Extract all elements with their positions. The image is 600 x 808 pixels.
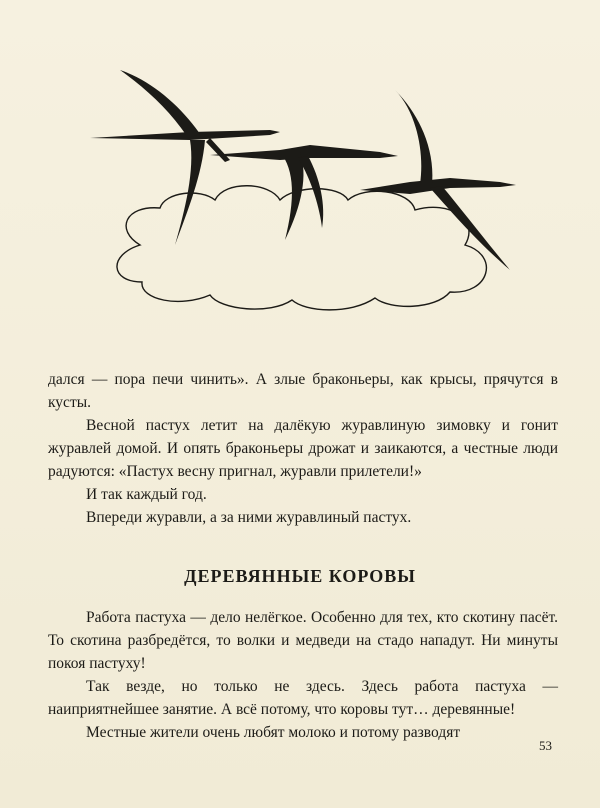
page-number: 53: [539, 738, 552, 753]
paragraph: Впереди журавли, а за ними журавлиный пастух.: [86, 509, 412, 526]
paragraph: Местные жители очень любят молоко и потому разводят: [86, 724, 461, 741]
paragraph: Работа пастуха — дело нелёгкое. Особенно для тех, кто скотину пасёт. То скотина разбредётся, то волки и медведи на стадо нападут. Ни минуты покоя пастуху!: [48, 609, 558, 672]
cloud-outline: [117, 186, 486, 310]
text-block-top: [48, 368, 558, 529]
cranes-illustration: [80, 60, 530, 320]
paragraph: дался — пора печи чинить». А злые браконьеры, как крысы, прячутся в кусты.: [48, 371, 558, 411]
section-title: ДЕРЕВЯННЫЕ КОРОВЫ: [184, 566, 416, 586]
crane-3: [360, 90, 516, 270]
paragraph: И так каждый год.: [86, 486, 207, 503]
paragraph: Весной пастух летит на далёкую журавлиную зимовку и гонит журавлей домой. И опять браконьеры дрожат и заикаются, а честные люди радуются: «Пастух весну пригнал, журавли прилетели!»: [48, 417, 558, 480]
text-block-bottom: [48, 606, 558, 744]
crane-2: [210, 145, 398, 240]
paragraph: Так везде, но только не здесь. Здесь работа пастуха — наиприятнейшее занятие. А всё потому, что коровы тут… деревянные!: [48, 678, 558, 718]
